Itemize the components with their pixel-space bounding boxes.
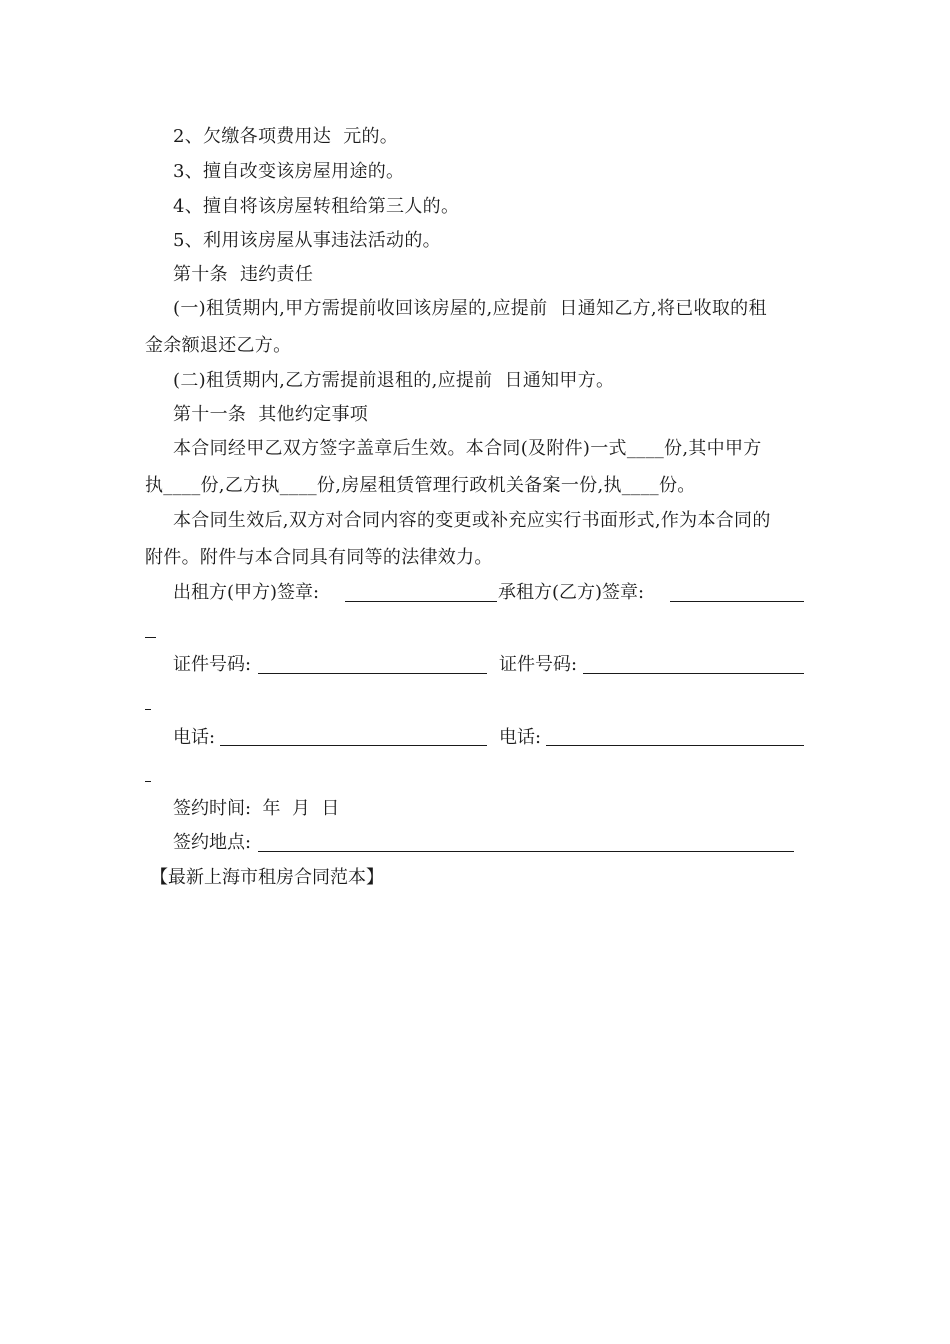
wrap-dash-1 [145,637,156,638]
lessee-signature-label: 承租方(乙方)签章: [498,582,645,603]
lessee-id-label: 证件号码: [499,654,578,675]
lessor-phone-line [220,745,487,746]
lessee-signature-line [670,601,804,602]
footer-title: 【最新上海市租房合同范本】 [150,867,384,888]
sign-time: 签约时间: 年 月 日 [173,798,340,819]
clause-line-4: 5、利用该房屋从事违法活动的。 [173,230,441,251]
clause-line-5: (一)租赁期内,甲方需提前收回该房屋的,应提前 日通知乙方,将已收取的租 [173,298,767,319]
lessor-phone-label: 电话: [173,727,216,748]
clause-line-1: 2、欠缴各项费用达 元的。 [173,126,399,147]
clause-line-11: 附件。附件与本合同具有同等的法律效力。 [145,547,493,568]
lessor-signature-line [345,601,497,602]
lessee-phone-line [546,745,804,746]
lessor-id-label: 证件号码: [173,654,252,675]
wrap-dash-2 [145,709,151,710]
clause-line-2: 3、擅自改变该房屋用途的。 [173,161,405,182]
clause-line-8: 本合同经甲乙双方签字盖章后生效。本合同(及附件)一式____份,其中甲方 [173,438,762,459]
lessor-signature-label: 出租方(甲方)签章: [173,582,320,603]
lessee-id-line [583,673,804,674]
clause-line-6: 金余额退还乙方。 [145,335,292,356]
lessor-id-line [258,673,487,674]
clause-line-9: 执____份,乙方执____份,房屋租赁管理行政机关备案一份,执____份。 [145,475,696,496]
sign-place-line [258,851,794,852]
sign-place-label: 签约地点: [173,832,252,853]
clause-line-10: 本合同生效后,双方对合同内容的变更或补充应实行书面形式,作为本合同的 [173,510,771,531]
clause-line-7: (二)租赁期内,乙方需提前退租的,应提前 日通知甲方。 [173,370,615,391]
lessee-phone-label: 电话: [499,727,542,748]
section-heading-11: 第十一条 其他约定事项 [173,404,369,425]
clause-line-3: 4、擅自将该房屋转租给第三人的。 [173,196,460,217]
section-heading-10: 第十条 违约责任 [173,264,314,285]
wrap-dash-3 [145,781,151,782]
